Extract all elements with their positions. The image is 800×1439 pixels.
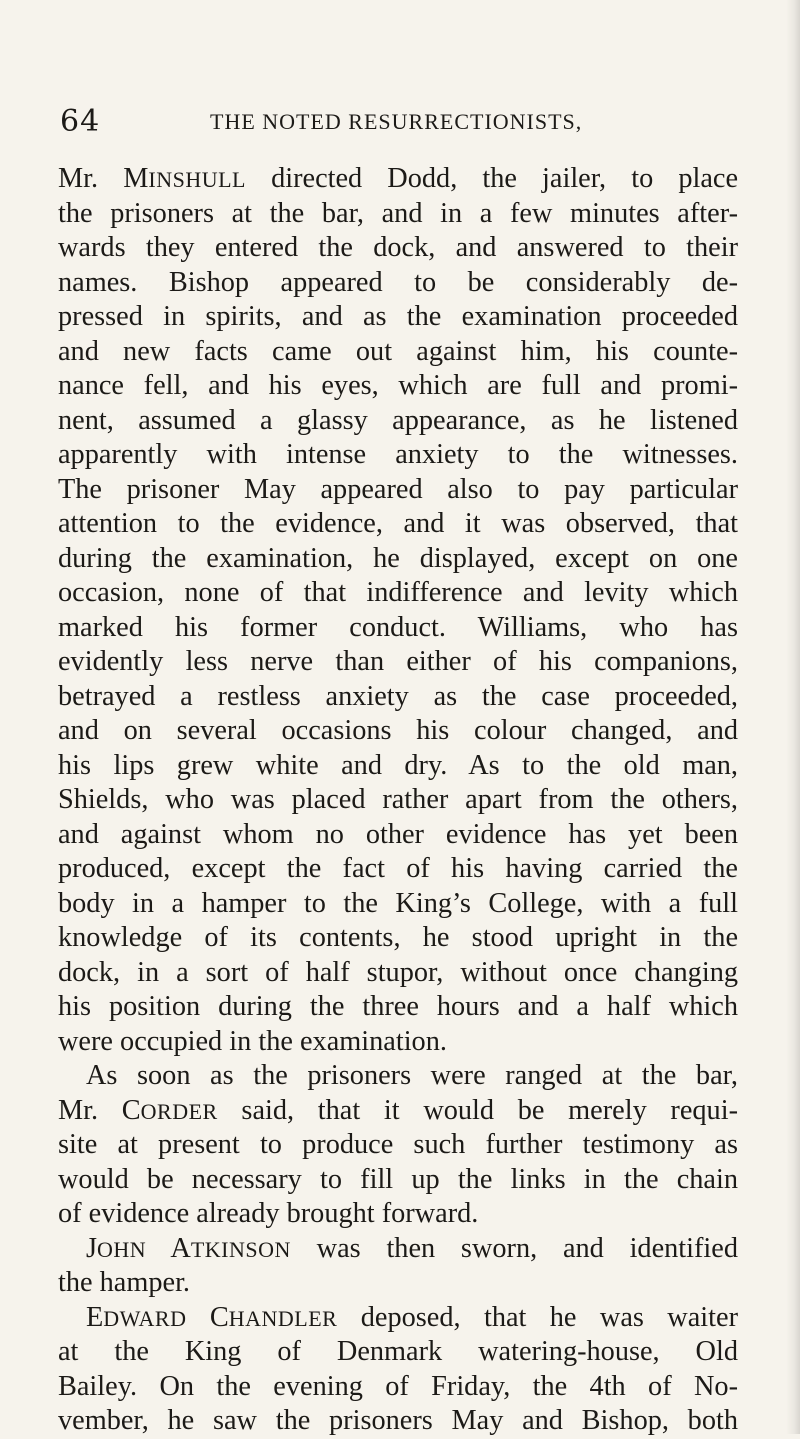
- text-line: [58, 1404, 738, 1439]
- small-caps-name: EDWARD CHANDLER: [86, 1301, 338, 1333]
- text-run: Mr.: [58, 1094, 122, 1126]
- small-caps-name: JOHN ATKINSON: [86, 1232, 291, 1264]
- text-line: [58, 507, 738, 542]
- text-run: pressed in spirits, and as the examination proceeded: [58, 301, 738, 332]
- text-line: [58, 576, 738, 611]
- text-line: [58, 231, 738, 266]
- text-run: names. Bishop appeared to be considerably de-: [58, 266, 738, 298]
- text-run: apparently with intense anxiety to the witnesses.: [58, 439, 738, 470]
- text-run: produced, except the fact of his having carried the: [58, 853, 738, 884]
- text-line: [58, 887, 738, 922]
- text-line: [58, 473, 738, 508]
- text-run: the prisoners at the bar, and in a few minutes after-: [58, 197, 738, 229]
- text-run: nance fell, and his eyes, which are full and promi-: [58, 370, 738, 401]
- text-run: would be necessary to fill up the links in the chain: [58, 1163, 738, 1195]
- text-run: was then sworn, and identified: [290, 1232, 738, 1264]
- text-run: knowledge of its contents, he stood upright in the: [58, 922, 738, 953]
- text-run: betrayed a restless anxiety as the case proceeded,: [58, 680, 738, 712]
- text-run: the hamper.: [58, 1267, 191, 1298]
- text-line: [58, 197, 738, 232]
- text-run: body in a hamper to the King’s College, with a full: [58, 887, 738, 919]
- text-line: [58, 266, 738, 301]
- text-run: occasion, none of that indifference and levity which: [58, 577, 738, 608]
- text-line: [58, 852, 738, 887]
- text-line: [58, 990, 738, 1025]
- text-run: his lips grew white and dry. As to the old man,: [58, 749, 738, 781]
- text-line: [58, 611, 738, 646]
- text-line: [58, 1197, 738, 1232]
- text-line: [58, 1025, 738, 1060]
- body-text: [58, 162, 738, 1439]
- small-caps-name: CORDER: [121, 1094, 218, 1126]
- text-line: [58, 335, 738, 370]
- text-line: [58, 404, 738, 439]
- text-run: wards they entered the dock, and answered to their: [58, 232, 738, 263]
- text-run: Shields, who was placed rather apart from the others,: [58, 784, 738, 815]
- text-line: [58, 956, 738, 991]
- text-run: of evidence already brought forward.: [58, 1198, 479, 1229]
- text-line: [58, 749, 738, 784]
- text-line: [58, 1335, 738, 1370]
- text-line: [58, 542, 738, 577]
- text-run: and against whom no other evidence has yet been: [58, 818, 738, 850]
- text-run: dock, in a sort of half stupor, without once changing: [58, 956, 738, 988]
- text-run: marked his former conduct. Williams, who has: [58, 611, 738, 643]
- page-number: 64: [60, 104, 101, 139]
- text-line: [58, 1370, 738, 1405]
- text-run: attention to the evidence, and it was observed, that: [58, 508, 738, 539]
- text-line: [58, 1301, 738, 1336]
- text-line: [58, 1232, 738, 1267]
- page-edge-shadow: [786, 0, 800, 1434]
- text-line: [58, 300, 738, 335]
- text-run: directed Dodd, the jailer, to place: [245, 163, 738, 194]
- text-run: Mr.: [58, 163, 124, 194]
- text-run: deposed, that he was waiter: [337, 1301, 738, 1333]
- text-run: and new facts came out against him, his counte-: [58, 335, 738, 367]
- text-line: [58, 1094, 738, 1129]
- text-run: during the examination, he displayed, except on one: [58, 542, 738, 574]
- running-head: [60, 102, 740, 142]
- text-line: [58, 369, 738, 404]
- text-run: were occupied in the examination.: [58, 1025, 447, 1057]
- text-line: [58, 1128, 738, 1163]
- text-run: at the King of Denmark watering-house, Old: [58, 1336, 738, 1367]
- text-line: [58, 714, 738, 749]
- text-run: Bailey. On the evening of Friday, the 4th of No-: [58, 1370, 738, 1402]
- text-run: his position during the three hours and a half which: [58, 991, 738, 1022]
- text-run: and on several occasions his colour changed, and: [58, 715, 738, 746]
- text-line: [58, 921, 738, 956]
- text-run: said, that it would be merely requi-: [217, 1094, 738, 1126]
- text-line: [58, 818, 738, 853]
- text-line: [58, 1266, 738, 1301]
- text-line: [58, 162, 738, 197]
- text-line: [58, 783, 738, 818]
- text-line: [58, 645, 738, 680]
- text-line: [58, 438, 738, 473]
- text-run: As soon as the prisoners were ranged at the bar,: [86, 1060, 738, 1091]
- text-run: evidently less nerve than either of his companions,: [58, 646, 738, 677]
- text-run: nent, assumed a glassy appearance, as he listened: [58, 404, 738, 436]
- text-run: The prisoner May appeared also to pay particular: [58, 473, 738, 505]
- text-run: vember, he saw the prisoners May and Bishop, both: [58, 1405, 738, 1436]
- text-line: [58, 1163, 738, 1198]
- small-caps-name: MINSHULL: [123, 163, 246, 194]
- text-line: [58, 680, 738, 715]
- text-run: site at present to produce such further testimony as: [58, 1129, 738, 1160]
- running-title: THE NOTED RESURRECTIONISTS,: [210, 109, 583, 134]
- text-line: [58, 1059, 738, 1094]
